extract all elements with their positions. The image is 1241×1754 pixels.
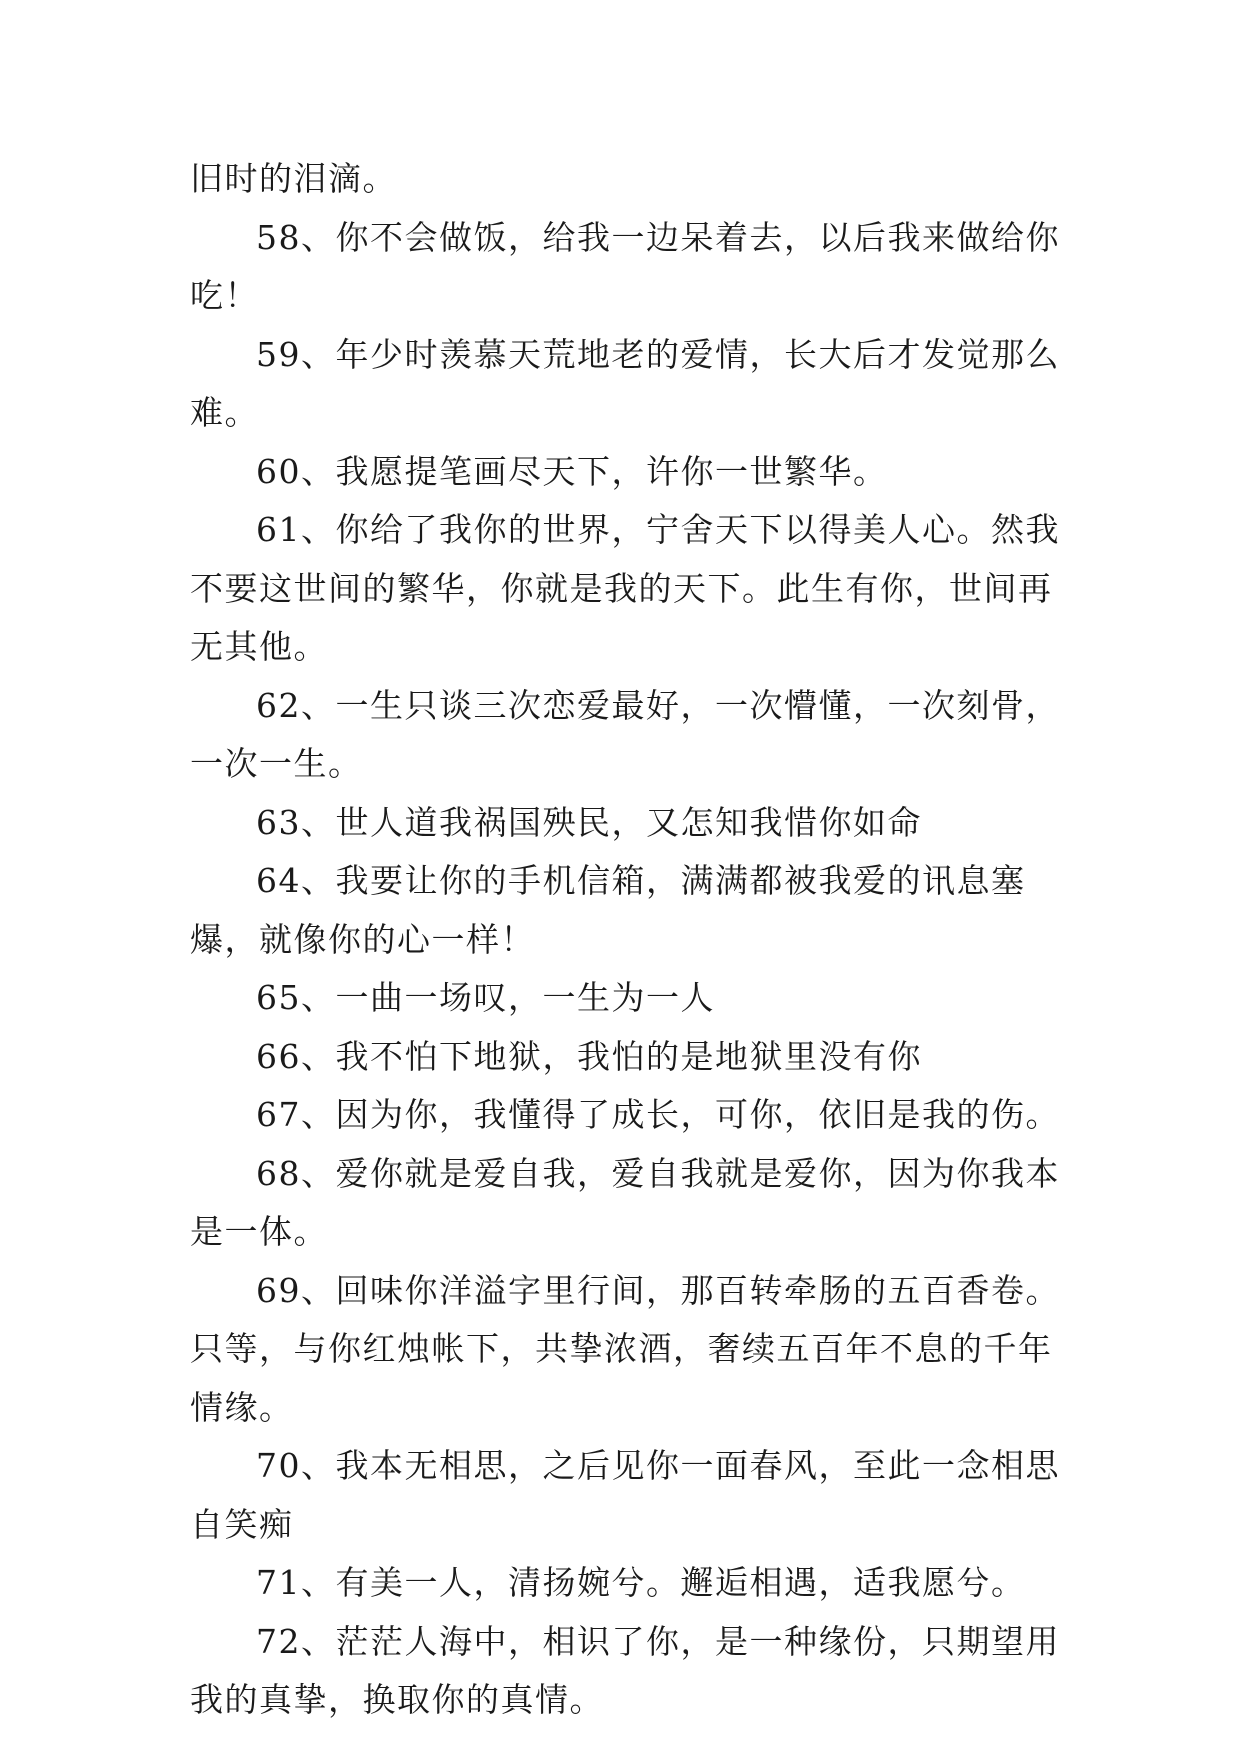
paragraph-67: 67、因为你，我懂得了成长，可你，依旧是我的伤。 — [256, 1095, 1060, 1134]
paragraph-58: 58、你不会做饭，给我一边呆着去，以后我来做给你吃！ — [190, 217, 1060, 315]
paragraph-69: 69、回味你洋溢字里行间，那百转牵肠的五百香卷。只等，与你红烛帐下，共挚浓酒，奢续五百年不息的千年情缘。 — [190, 1270, 1060, 1427]
paragraph-59: 59、年少时羡慕天荒地老的爱情，长大后才发觉那么难。 — [190, 334, 1060, 432]
paragraph-63: 63、世人道我祸国殃民，又怎知我惜你如命 — [256, 802, 922, 842]
paragraph-64: 64、我要让你的手机信箱，满满都被我爱的讯息塞爆，就像你的心一样！ — [190, 861, 1026, 959]
paragraph-62: 62、一生只谈三次恋爱最好，一次懵懂，一次刻骨，一次一生。 — [190, 685, 1060, 783]
paragraph-68: 68、爱你就是爱自我，爱自我就是爱你，因为你我本是一体。 — [190, 1153, 1060, 1251]
paragraph-continuation: 旧时的泪滴。 — [190, 159, 397, 198]
document-body — [190, 150, 1070, 1730]
paragraph-66: 66、我不怕下地狱，我怕的是地狱里没有你 — [256, 1036, 922, 1076]
paragraph-70: 70、我本无相思，之后见你一面春风，至此一念相思自笑痴 — [190, 1446, 1060, 1544]
paragraph-72: 72、茫茫人海中，相识了你，是一种缘份，只期望用我的真挚，换取你的真情。 — [190, 1621, 1060, 1719]
paragraph-71: 71、有美一人，清扬婉兮。邂逅相遇，适我愿兮。 — [256, 1563, 1026, 1602]
paragraph-61: 61、你给了我你的世界，宁舍天下以得美人心。然我不要这世间的繁华，你就是我的天下。此生有你，世间再无其他。 — [190, 510, 1060, 666]
paragraph-65: 65、一曲一场叹，一生为一人 — [256, 978, 715, 1017]
paragraph-60: 60、我愿提笔画尽天下，许你一世繁华。 — [256, 451, 888, 491]
